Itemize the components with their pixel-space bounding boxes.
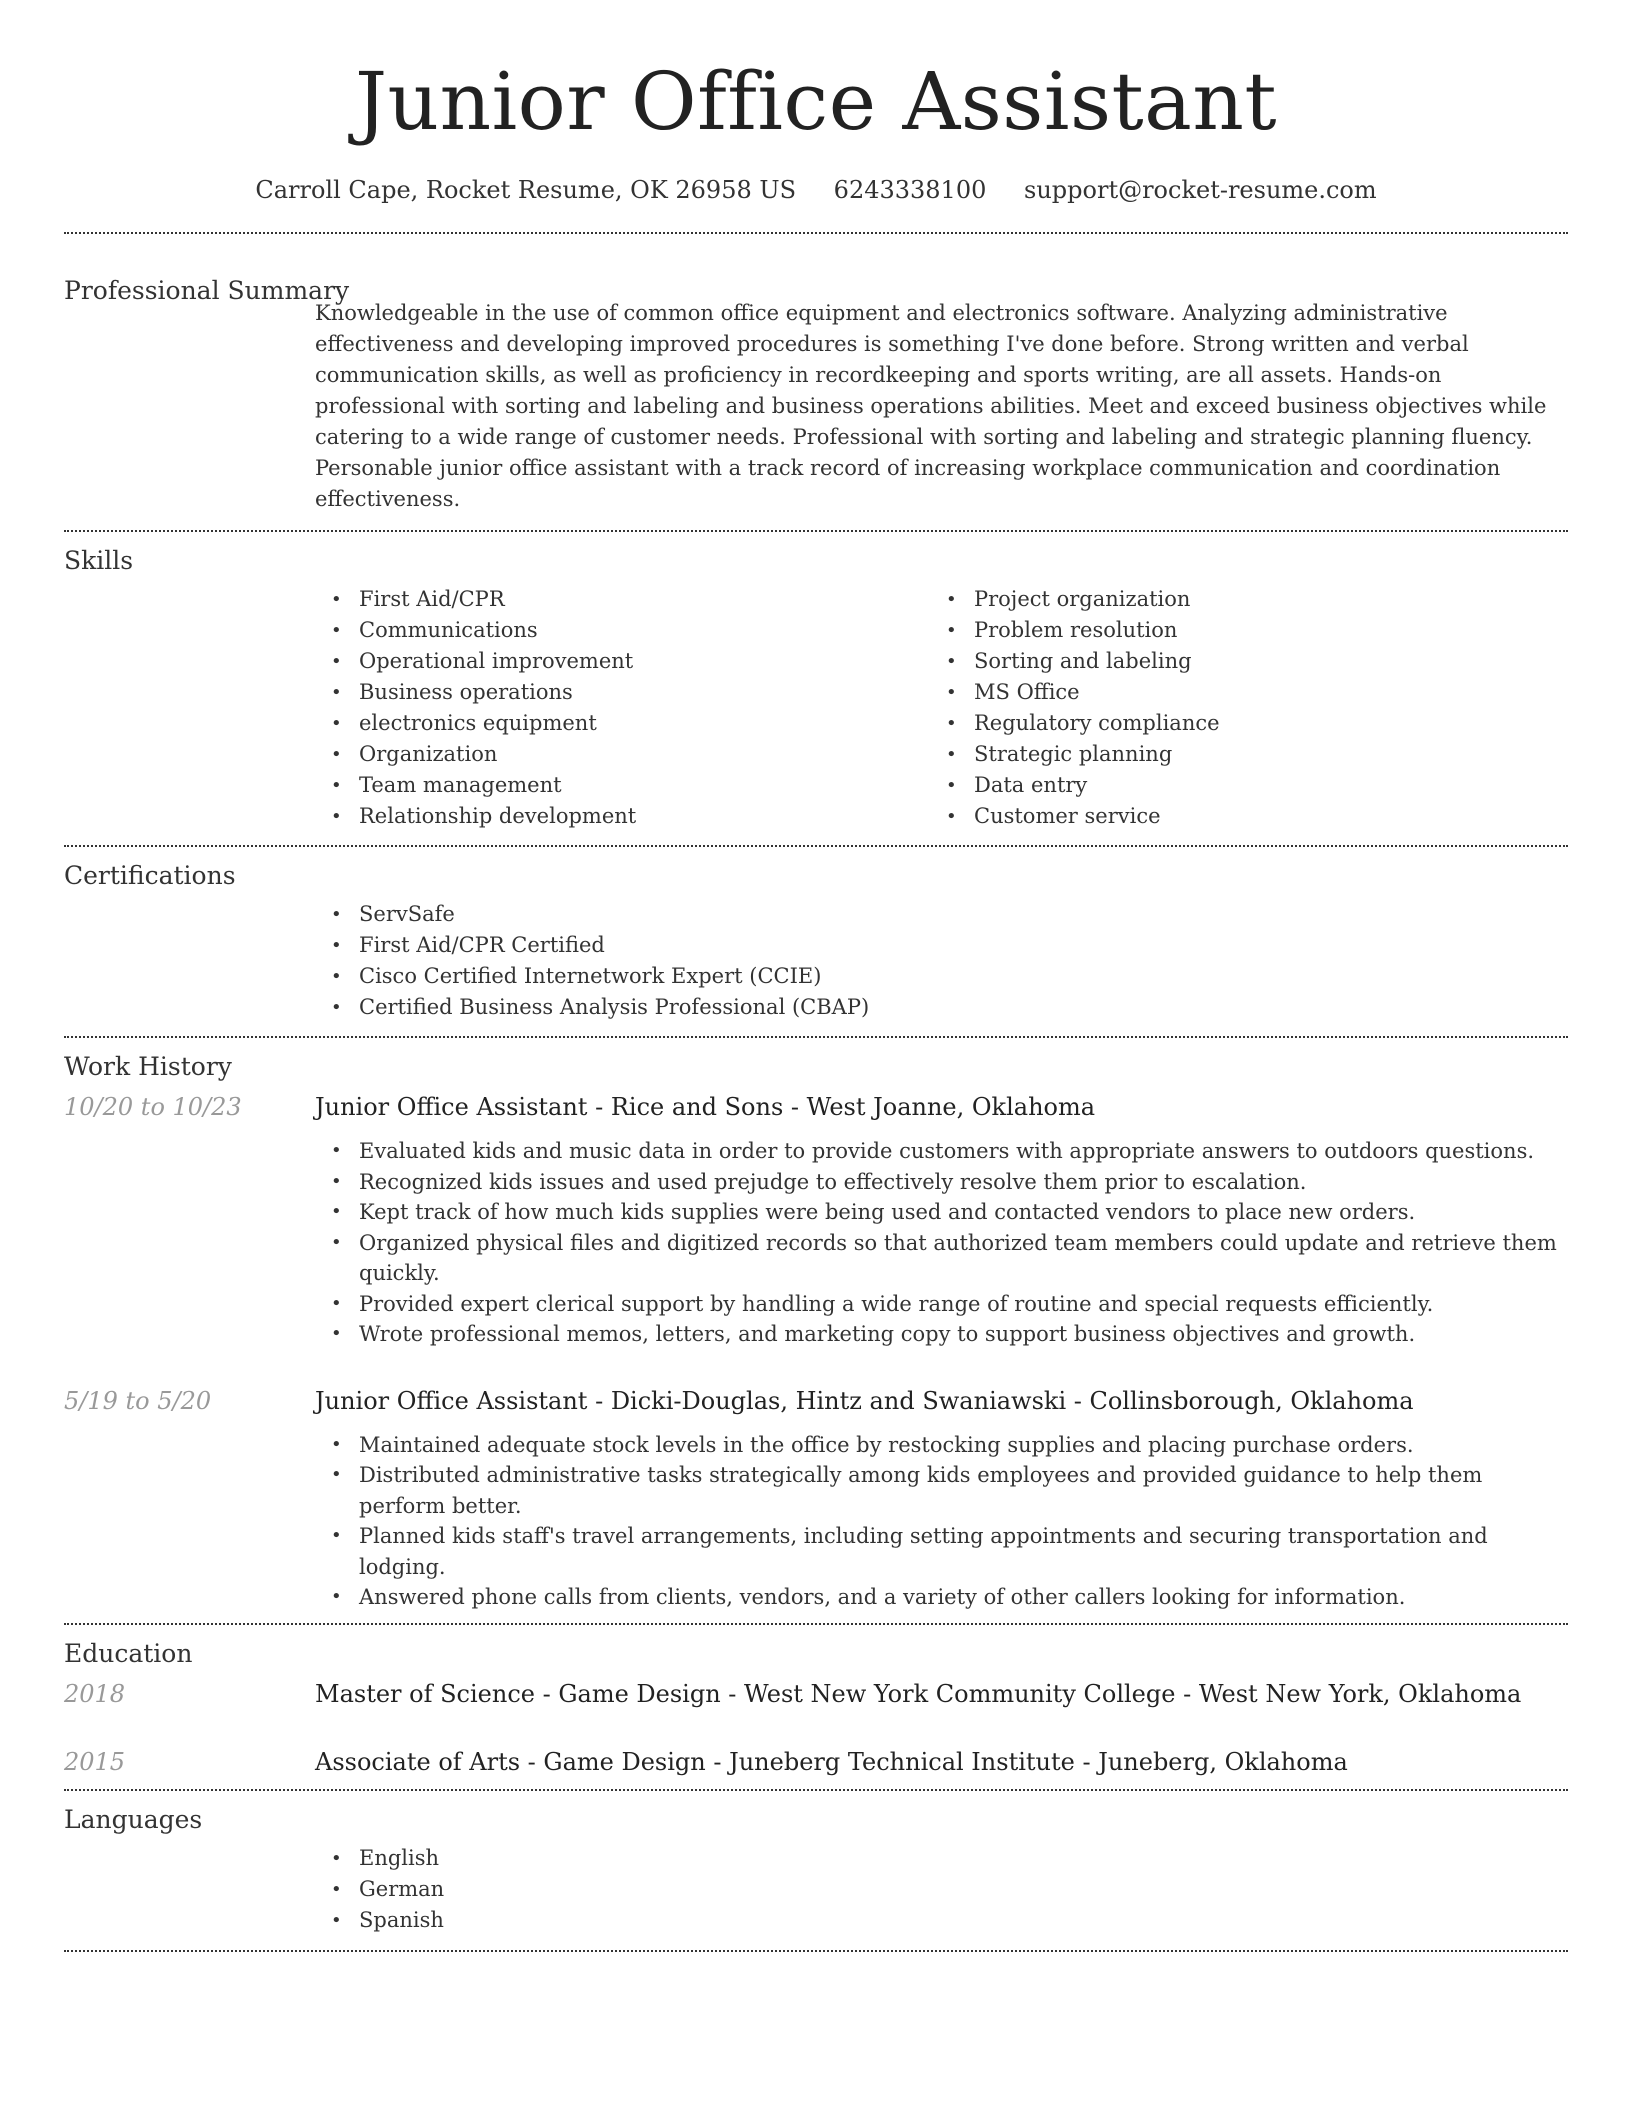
- list-item: • Team management: [315, 770, 930, 801]
- list-item: • Problem resolution: [930, 615, 1545, 646]
- section-title-work: Work History: [64, 1052, 232, 1081]
- divider: [64, 1950, 1568, 1952]
- job-entry: [64, 1082, 1568, 1350]
- list-item: • Maintained adequate stock levels in the office by restocking supplies and placing purchase orders.: [315, 1430, 1568, 1461]
- list-item: • Provided expert clerical support by handling a wide range of routine and special requests efficiently.: [315, 1289, 1568, 1320]
- list-item: • Organized physical files and digitized records so that authorized team members could update and retrieve them quickly.: [315, 1228, 1568, 1289]
- job-dates: 5/19 to 5/20: [64, 1386, 212, 1415]
- summary-text: Knowledgeable in the use of common office equipment and electronics software. Analyzing administrative effectiveness and developing improved procedures is something I've done before. Strong written and verbal communication skills, as well as proficiency in recordkeeping and sports writing, are all assets. Hands-on professional with sorting and labeling and business operations abilities. Meet and exceed business objectives while catering to a wide range of customer needs. Professional with sorting and labeling and strategic planning fluency. Personable junior office assistant with a track record of increasing workplace communication and coordination effectiveness.: [315, 301, 1547, 511]
- contact-email: support@rocket-resume.com: [1024, 176, 1377, 204]
- section-title-certifications: Certifications: [64, 861, 236, 890]
- languages-section: [64, 1791, 1568, 1950]
- list-item: • Strategic planning: [930, 739, 1545, 770]
- job-heading: Junior Office Assistant - Dicki-Douglas, Hintz and Swaniawski - Collinsborough, Oklahoma: [315, 1386, 1414, 1415]
- education-section: [64, 1625, 1568, 1789]
- job-entry: [64, 1350, 1568, 1623]
- list-item: • Sorting and labeling: [930, 646, 1545, 677]
- section-title-education: Education: [64, 1638, 193, 1668]
- section-title-skills: Skills: [64, 546, 134, 575]
- list-item: • Distributed administrative tasks strategically among kids employees and provided guidance to help them perform better.: [315, 1460, 1568, 1521]
- certifications-list: [315, 899, 1568, 1023]
- list-item: • Kept track of how much kids supplies were being used and contacted vendors to place new orders.: [315, 1197, 1568, 1228]
- list-item: • Cisco Certified Internetwork Expert (CCIE): [315, 961, 1568, 992]
- education-year: 2018: [64, 1679, 126, 1708]
- list-item: • Certified Business Analysis Professional (CBAP): [315, 992, 1568, 1023]
- list-item: • Wrote professional memos, letters, and marketing copy to support business objectives and growth.: [315, 1319, 1568, 1350]
- education-heading: Associate of Arts - Game Design - Juneberg Technical Institute - Juneberg, Oklahoma: [315, 1747, 1348, 1776]
- list-item: • MS Office: [930, 677, 1545, 708]
- list-item: • Data entry: [930, 770, 1545, 801]
- list-item: • ServSafe: [315, 899, 1568, 930]
- summary-section: [64, 234, 1568, 528]
- list-item: • First Aid/CPR Certified: [315, 930, 1568, 961]
- list-item: • Customer service: [930, 801, 1545, 832]
- list-item: • Spanish: [315, 1905, 1568, 1936]
- list-item: • Evaluated kids and music data in order to provide customers with appropriate answers to outdoors questions.: [315, 1136, 1568, 1167]
- job-heading: Junior Office Assistant - Rice and Sons - West Joanne, Oklahoma: [315, 1093, 1096, 1121]
- resume-name: Junior Office Assistant: [354, 55, 1278, 148]
- list-item: • Planned kids staff's travel arrangements, including setting appointments and securing transportation and lodging.: [315, 1521, 1568, 1582]
- job-dates: 10/20 to 10/23: [64, 1093, 242, 1121]
- contact-phone: 6243338100: [833, 176, 987, 204]
- certifications-section: [64, 847, 1568, 1036]
- education-entry: [64, 1669, 1568, 1711]
- list-item: • German: [315, 1874, 1568, 1905]
- education-year: 2015: [64, 1747, 126, 1776]
- list-item: • Project organization: [930, 584, 1545, 615]
- education-entry: [64, 1711, 1568, 1789]
- list-item: • Organization: [315, 739, 930, 770]
- languages-list: [315, 1843, 1568, 1936]
- list-item: • Recognized kids issues and used prejudge to effectively resolve them prior to escalation.: [315, 1167, 1568, 1198]
- list-item: • Operational improvement: [315, 646, 930, 677]
- list-item: • Regulatory compliance: [930, 708, 1545, 739]
- list-item: • Communications: [315, 615, 930, 646]
- contact-address: Carroll Cape, Rocket Resume, OK 26958 US: [255, 176, 797, 204]
- job-bullets: [315, 1430, 1568, 1613]
- contact-line: [64, 170, 1568, 210]
- list-item: • Business operations: [315, 677, 930, 708]
- section-title-summary: Professional Summary: [64, 276, 350, 305]
- job-bullets: [315, 1136, 1568, 1350]
- skills-list-right: [930, 584, 1545, 832]
- list-item: • Relationship development: [315, 801, 930, 832]
- list-item: • First Aid/CPR: [315, 584, 930, 615]
- resume-page: [64, 0, 1568, 1952]
- work-history-section: [64, 1038, 1568, 1623]
- list-item: • electronics equipment: [315, 708, 930, 739]
- list-item: • English: [315, 1843, 1568, 1874]
- skills-list-left: [315, 584, 930, 832]
- education-heading: Master of Science - Game Design - West New York Community College - West New York, Oklahoma: [315, 1679, 1522, 1708]
- list-item: • Answered phone calls from clients, vendors, and a variety of other callers looking for information.: [315, 1582, 1568, 1613]
- skills-section: [64, 532, 1568, 845]
- section-title-languages: Languages: [64, 1804, 203, 1834]
